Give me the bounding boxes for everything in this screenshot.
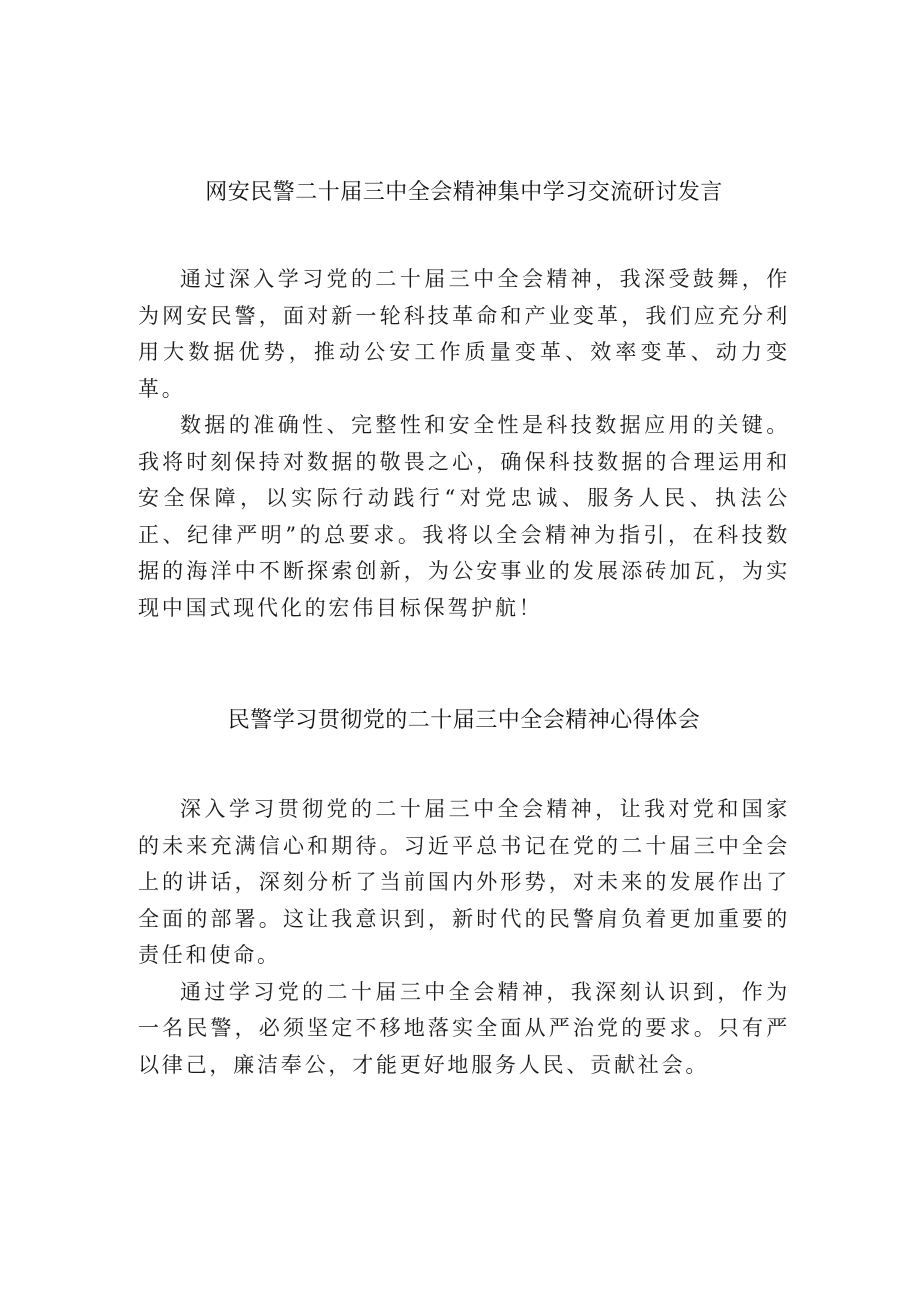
article-1-body	[138, 261, 790, 626]
article-2-paragraph-2: 通过学习党的二十届三中全会精神，我深刻认识到，作为一名民警，必须坚定不移地落实全面从严治党的要求。只有严以律己，廉洁奉公，才能更好地服务人民、贡献社会。	[138, 979, 790, 1077]
article-2-body	[138, 791, 790, 1083]
article-2-title: 民警学习贯彻党的二十届三中全会精神心得体会	[227, 708, 701, 733]
article-1-title: 网安民警二十届三中全会精神集中学习交流研讨发言	[205, 180, 723, 205]
article-section-2	[138, 703, 790, 1083]
article-1-paragraph-2: 数据的准确性、完整性和安全性是科技数据应用的关键。我将时刻保持对数据的敬畏之心，确保科技数据的合理运用和安全保障，以实际行动践行“对党忠诚、服务人民、执法公正、纪律严明”的总要求。我将以全会精神为指引，在科技数据的海洋中不断探索创新，为公安事业的发展添砖加瓦，为实现中国式现代化的宏伟目标保驾护航！	[138, 413, 790, 620]
article-1-paragraph-1: 通过深入学习党的二十届三中全会精神，我深受鼓舞，作为网安民警，面对新一轮科技革命和产业变革，我们应充分利用大数据优势，推动公安工作质量变革、效率变革、动力变革。	[138, 267, 790, 401]
article-2-paragraph-1: 深入学习贯彻党的二十届三中全会精神，让我对党和国家的未来充满信心和期待。习近平总书记在党的二十届三中全会上的讲话，深刻分析了当前国内外形势，对未来的发展作出了全面的部署。这让我意识到，新时代的民警肩负着更加重要的责任和使命。	[138, 797, 790, 967]
article-section-1	[138, 175, 790, 626]
